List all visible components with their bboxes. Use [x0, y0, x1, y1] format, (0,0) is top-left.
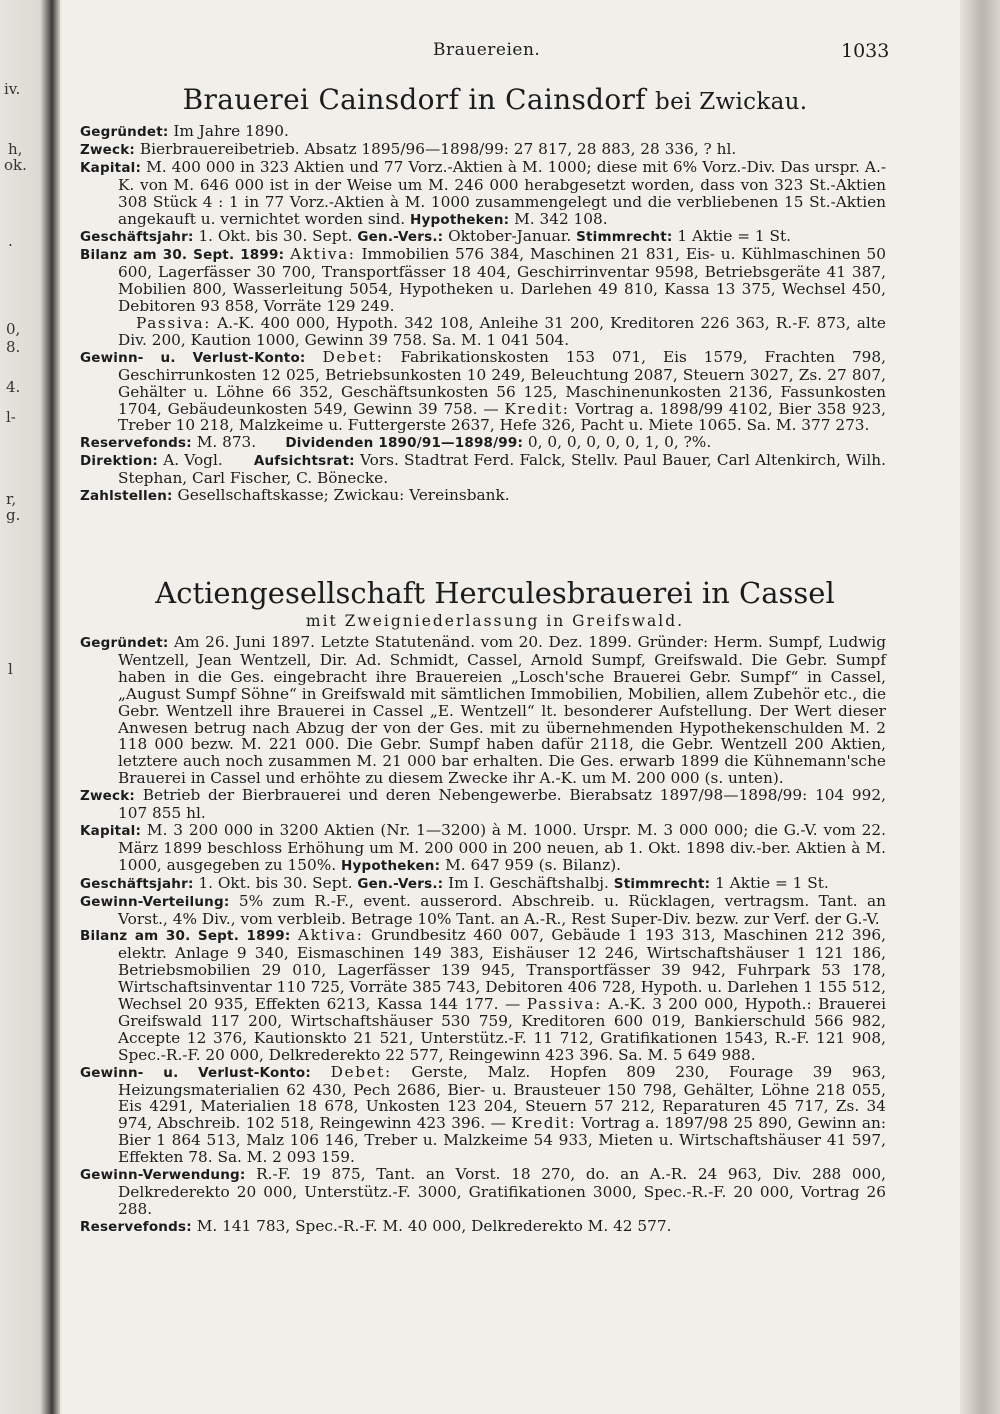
debet-label: Debet:	[322, 347, 384, 366]
label: Gegründet:	[80, 124, 169, 140]
margin-fragment: g.	[6, 506, 21, 524]
entry-text: Im I. Geschäftshalbj.	[448, 873, 609, 892]
page-number: 1033	[841, 40, 890, 62]
entry-text: Bierbrauereibetrieb. Absatz 1895/96—1898/99: 27 817, 28 883, 28 336, ? hl.	[139, 139, 737, 158]
entry-bilanz-passiva	[80, 315, 886, 349]
label: Gegründet:	[80, 635, 169, 651]
label: Stimmrecht:	[613, 875, 711, 892]
margin-fragment: iv.	[4, 80, 21, 98]
entry-text: Gerste, Malz. Hopfen 809 230, Fourage 39 963, Heizungsmaterialien 62 430, Pech 2686, Bier- u. Brausteuer 150 798, Gehälter, Löhne 218 055, Eis 4291, Materialien 18 678, Unkosten 123 204, Steuern 57 212, Reparaturen 45 717, Zs. 34 974, Abschreib. 102 518, Reingewinn 423 396. —	[118, 1062, 886, 1133]
entry-gegruendet	[80, 123, 886, 141]
kredit-label: Kredit:	[511, 1114, 577, 1133]
label: Geschäftsjahr:	[80, 229, 194, 246]
company-entry-cainsdorf	[80, 123, 886, 505]
label: Hypotheken:	[340, 857, 441, 874]
margin-fragment: l	[8, 660, 13, 678]
entry-text: M. 141 783, Spec.-R.-F. M. 40 000, Delkrederekto M. 42 577.	[196, 1216, 672, 1235]
label: Direktion:	[80, 453, 158, 470]
entry-text: Betrieb der Bierbrauerei und deren Nebengewerbe. Bierabsatz 1897/98—1898/99: 104 992, 107 855 hl.	[118, 786, 886, 823]
label: Reservefonds:	[80, 435, 192, 452]
entry-text: Oktober-Januar.	[448, 227, 572, 246]
label: Gewinn-Verteilung:	[80, 893, 230, 910]
passiva-label: Passiva:	[136, 313, 212, 332]
margin-fragment: 8.	[6, 338, 21, 356]
entry-gewinnverwendung	[80, 1166, 886, 1218]
entry-reservefonds	[80, 1218, 886, 1236]
label: Zahlstellen:	[80, 488, 173, 505]
entry-zweck	[80, 141, 886, 159]
entry-text: 1. Okt. bis 30. Sept.	[198, 227, 353, 246]
entry-text: Gesellschaftskasse; Zwickau: Vereinsbank.	[177, 486, 510, 505]
entry-text: 0, 0, 0, 0, 0, 0, 1, 0, ?%.	[527, 433, 712, 452]
margin-fragment: 4.	[6, 378, 21, 396]
scan-left-edge	[0, 0, 60, 1414]
company-entry-herculesbrauerei	[80, 634, 886, 1236]
entry-geschaeftsjahr	[80, 228, 886, 246]
label: Dividenden 1890/91—1898/99:	[285, 435, 524, 452]
entry-text: Im Jahre 1890.	[173, 122, 289, 140]
entry-zahlstellen	[80, 487, 886, 505]
entry-bilanz	[80, 246, 886, 315]
scan-right-edge	[960, 0, 1000, 1414]
aktiva-label: Aktiva:	[297, 926, 364, 945]
margin-fragment: .	[8, 232, 13, 250]
entry-geschaeftsjahr	[80, 875, 886, 893]
entry-text: M. 647 959 (s. Bilanz).	[445, 855, 622, 874]
passiva-label: Passiva:	[526, 995, 602, 1014]
entry-gegruendet	[80, 634, 886, 787]
label: Zweck:	[80, 788, 135, 805]
margin-fragment: 0,	[6, 320, 21, 338]
entry-guv	[80, 1064, 886, 1166]
margin-fragment: ok.	[4, 156, 27, 174]
kredit-label: Kredit:	[504, 399, 570, 418]
entry-kapital	[80, 822, 886, 875]
entry-text: Vortrag a. 1897/98 25 890, Gewinn an: Bier 1 864 513, Malz 106 146, Treber u. Malzkeime 54 933, Mieten u. Wirtschaftshäuser 41 597, Effekten 78. Sa. M. 2 093 159.	[118, 1114, 886, 1167]
label: Stimmrecht:	[576, 229, 673, 246]
entry-text: 1. Okt. bis 30. Sept.	[198, 873, 353, 892]
section-subtitle: mit Zweigniederlassung in Greifswald.	[305, 612, 685, 630]
label: Aufsichtsrat:	[253, 453, 355, 470]
entry-text: Grundbesitz 460 007, Gebäude 1 193 313, Maschinen 212 396, elektr. Anlage 9 340, Eismaschinen 149 383, Eishäuser 12 246, Wirtschaftshäuser 1 121 186, Betriebsmobilien 29 010, Lagerfässer 139 945, Transportfässer 39 942, Fuhrpark 53 178, Wirtschaftsinventar 110 725, Vorräte 385 743, Debitoren 406 728, Hypoth. u. Darlehen 1 155 512, Wechsel 20 935, Effekten 6213, Kassa 144 177. —	[118, 926, 886, 1014]
label: Kapital:	[80, 822, 142, 839]
entry-text: A. Vogl.	[163, 451, 223, 470]
entry-text: Vortrag a. 1898/99 4102, Bier 358 923, Treber 10 218, Malzkeime u. Futtergerste 2637, Hefe 326, Pacht u. Miete 1065. Sa. M. 377 273.	[118, 399, 886, 435]
label: Bilanz am 30. Sept. 1899:	[80, 247, 285, 264]
label: Gewinn-Verwendung:	[80, 1167, 246, 1184]
entry-text: A.-K. 400 000, Hypoth. 342 108, Anleihe 31 200, Kreditoren 226 363, R.-F. 873, alte Div. 200, Kaution 1000, Gewinn 39 758. Sa. M. 1 041 504.	[118, 313, 886, 349]
entry-guv	[80, 349, 886, 435]
label: Gewinn- u. Verlust-Konto:	[80, 349, 306, 366]
entry-text: Fabrikationskosten 153 071, Eis 1579, Frachten 798, Geschirrunkosten 12 025, Betriebsunkosten 10 249, Beleuchtung 2087, Steuern 3027, Zs. 27 807, Gehälter u. Löhne 66 352, Geschäftsunkosten 56 125, Maschinenunkosten 2136, Fassunkosten 1704, Gebäudeunkosten 549, Gewinn 39 758. —	[118, 347, 886, 418]
entry-bilanz	[80, 927, 886, 1063]
aktiva-label: Aktiva:	[290, 245, 356, 264]
label: Geschäftsjahr:	[80, 875, 194, 892]
label: Hypotheken:	[409, 211, 510, 228]
debet-label: Debet:	[330, 1062, 392, 1081]
label: Kapital:	[80, 159, 142, 176]
entry-text: Am 26. Juni 1897. Letzte Statutenänd. vom 20. Dez. 1899. Gründer: Herm. Sumpf, Ludwig Wentzell, Jean Wentzell, Dir. Ad. Schmidt, Cassel, Arnold Sumpf, Greifswald. Die Gebr. Sumpf haben in die Ges. eingebracht ihre Brauereien „Losch'sche Brauerei Gebr. Sumpf“ in Cassel, „August Sumpf Söhne“ in Greifswald mit sämtlichen Immobilien, Mobilien, allem Zubehör etc., die Gebr. Wentzell ihre Brauerei in Cassel „E. Wentzell“ lt. besonderer Aufstellung. Der Wert dieser Anwesen betrug nach Abzug der von der Ges. mit zu übernehmenden Hypothekenschulden M. 2 118 000 bezw. M. 221 000. Die Gebr. Sumpf haben dafür 2118, die Gebr. Wentzell 200 Aktien, letztere auch noch zusammen M. 21 000 bar erhalten. Die Ges. erwarb 1899 die Kühnemann'sche Brauerei in Cassel und erhöhte zu diesem Zwecke ihr A.-K. um M. 200 000 (s. unten).	[118, 633, 886, 788]
entry-kapital	[80, 159, 886, 229]
entry-text: 1 Aktie = 1 St.	[715, 873, 829, 892]
entry-text: 1 Aktie = 1 St.	[677, 227, 792, 246]
entry-zweck	[80, 787, 886, 822]
section-title: Actiengesellschaft Herculesbrauerei in Cassel	[155, 576, 835, 610]
entry-text: M. 342 108.	[514, 209, 608, 228]
entry-text: R.-F. 19 875, Tant. an Vorst. 18 270, do. an A.-R. 24 963, Div. 288 000, Delkrederekto 20 000, Unterstütz.-F. 3000, Gratifikationen 3000, Spec.-R.-F. 20 000, Vortrag 26 288.	[118, 1165, 886, 1218]
entry-text: Vors. Stadtrat Ferd. Falck, Stellv. Paul Bauer, Carl Altenkirch, Wilh. Stephan, Carl Fischer, C. Bönecke.	[118, 451, 886, 488]
entry-text: M. 873.	[196, 433, 257, 452]
entry-text: M. 3 200 000 in 3200 Aktien (Nr. 1—3200) à M. 1000. Urspr. M. 3 000 000; die G.-V. vom 22. März 1899 beschloss Erhöhung um M. 200 000 in 200 neuen, ab 1. Okt. 1898 div.-ber. Aktien à M. 1000, ausgegeben zu 150%.	[118, 820, 886, 874]
section-title	[80, 83, 910, 116]
margin-fragment: r,	[6, 490, 17, 508]
label: Reservefonds:	[80, 1218, 192, 1235]
entry-direktion	[80, 452, 886, 487]
entry-text: M. 400 000 in 323 Aktien und 77 Vorz.-Aktien à M. 1000; diese mit 6% Vorz.-Div. Das urspr. A.-K. von M. 646 000 ist in der Weise um M. 246 000 herabgesetzt worden, dass von 323 St.-Aktien 308 Stück 4 : 1 in 77 Vorz.-Aktien à M. 1000 zusammengelegt und die verbliebenen 15 St.-Aktien angekauft u. vernichtet worden sind.	[118, 157, 886, 228]
running-head: Brauereien.	[433, 40, 541, 60]
margin-fragment: l-	[6, 408, 16, 426]
label: Gen.-Vers.:	[357, 875, 444, 892]
label: Gen.-Vers.:	[357, 229, 444, 246]
entry-reservefonds	[80, 434, 886, 452]
entry-text: A.-K. 3 200 000, Hypoth.: Brauerei Greifswald 117 200, Wirtschaftshäuser 530 759, Kreditoren 600 019, Bankierschuld 566 982, Accepte 12 376, Kautionskto 21 521, Unterstütz.-F. 11 712, Gratifikationen 1543, R.-F. 121 908, Spec.-R.-F. 20 000, Delkrederekto 22 577, Reingewinn 423 396. Sa. M. 5 649 988.	[118, 995, 886, 1064]
label: Zweck:	[80, 141, 135, 158]
entry-text: 5% zum R.-F., event. ausserord. Abschreib. u. Rücklagen, vertragsm. Tant. an Vorst., 4% Div., vom verbleib. Betrage 10% Tant. an A.-R., Rest Super-Div. bezw. zur Verf. der G.-V.	[118, 891, 886, 928]
section-title-main: Brauerei Cainsdorf in Cainsdorf	[182, 83, 646, 116]
label: Bilanz am 30. Sept. 1899:	[80, 928, 291, 945]
section-title-suffix: bei Zwickau.	[655, 89, 808, 115]
label: Gewinn- u. Verlust-Konto:	[80, 1064, 311, 1081]
entry-text: Immobilien 576 384, Maschinen 21 831, Eis- u. Kühlmaschinen 50 600, Lagerfässer 30 700, Transportfässer 18 404, Geschirrinventar 9598, Betriebsgeräte 41 387, Mobilien 800, Wasserleitung 5054, Hypotheken u. Darlehen 49 810, Kassa 13 375, Wechsel 450, Debitoren 93 858, Vorräte 129 249.	[118, 245, 886, 316]
entry-gewinnverteilung	[80, 893, 886, 928]
margin-fragment: h,	[8, 140, 23, 158]
